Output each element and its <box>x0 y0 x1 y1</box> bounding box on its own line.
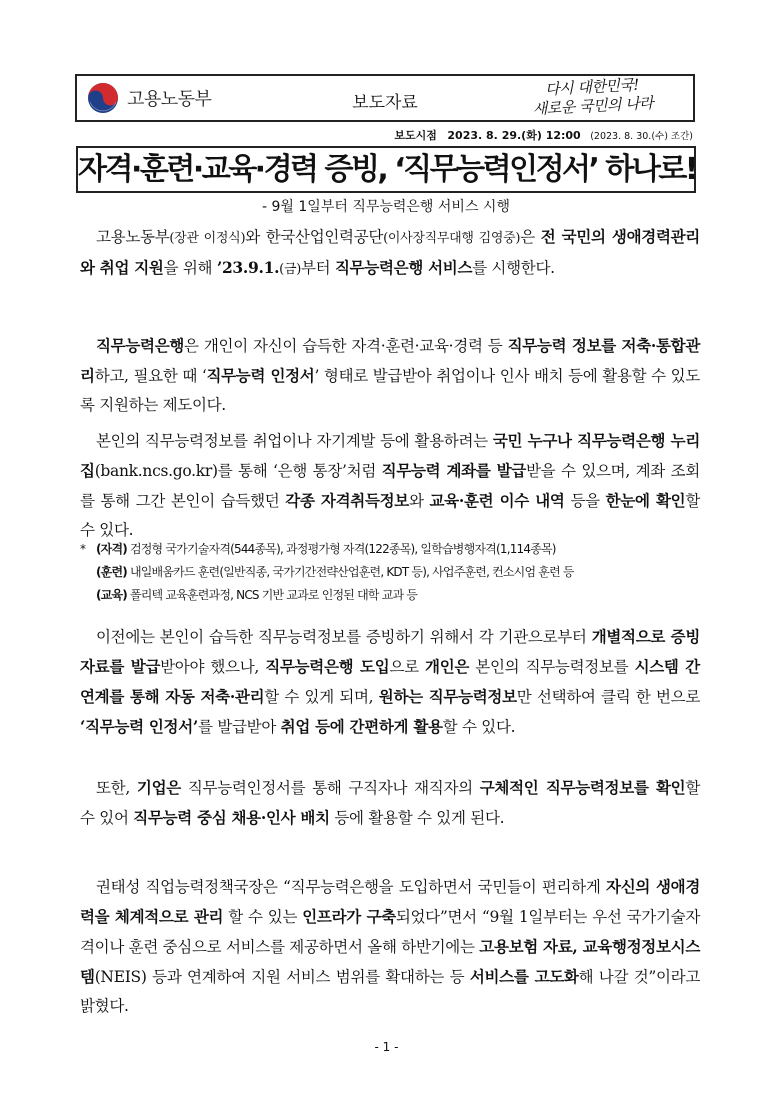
p4-bold: 직무능력은행 도입 <box>265 657 390 676</box>
p4-bold: 취업 등에 간편하게 활용 <box>280 717 443 736</box>
p2-text: 하고, 필요한 때 ‘ <box>94 367 207 385</box>
p2-text: 은 개인이 자신이 습득한 자격·훈련·교육·경력 등 <box>184 337 508 355</box>
ministry-name: 고용노동부 <box>127 89 212 110</box>
p1-text: 을 위해 <box>163 259 217 277</box>
p5-bold: 직무능력 중심 채용·인사 배치 <box>133 808 330 827</box>
p6-bold: 인프라가 구축 <box>302 907 396 926</box>
p4-text: 만 선택하여 클릭 한 번으로 <box>516 688 700 706</box>
page-title: 자격·훈련·교육·경력 증빙, ‘직무능력인정서’ 하나로! <box>78 152 696 187</box>
p4-text: 를 발급받아 <box>198 718 281 736</box>
p1-text: 와 한국산업인력공단 <box>245 228 384 246</box>
press-release-header <box>75 74 695 122</box>
p4-bold: 개별적으로 증빙자료를 발급 <box>80 627 700 676</box>
p1-weekday: (금) <box>279 262 301 277</box>
p6-bold: 서비스를 고도화 <box>469 967 579 986</box>
p4-text: 이전에는 본인이 습득한 직무능력정보를 증빙하기 위해서 각 기관으로부터 <box>96 628 592 646</box>
p3-bold: 각종 자격취득정보 <box>285 491 409 510</box>
p1-text: 를 시행한다. <box>472 259 555 277</box>
p3-text: 할 수 있다. <box>80 492 701 539</box>
title-box <box>76 146 696 193</box>
paragraph-3 <box>80 426 700 545</box>
p2-bold: 직무능력 인정서 <box>206 366 315 385</box>
p5-bold: 구체적인 직무능력정보를 확인 <box>479 778 686 797</box>
p1-text: 고용노동부 <box>96 228 170 246</box>
p2-text: ’ 형태로 발급받아 취업이나 인사 배치 등에 활용할 수 있도록 지원하는 제도이다. <box>80 367 700 414</box>
p4-text: 할 수 있게 되며, <box>264 688 379 706</box>
p1-bold: 직무능력은행 서비스 <box>334 258 473 277</box>
page-number: - 1 - <box>374 1040 399 1054</box>
release-datetime: 2023. 8. 29.(화) 12:00 <box>447 129 581 142</box>
footnote-marker: * <box>80 542 86 556</box>
p4-bold: 시스템 간 연계를 통해 자동 저축·관리 <box>80 657 700 706</box>
slogan-line-2: 새로운 국민의 나라 <box>532 93 654 119</box>
p3-text: 와 <box>408 492 430 510</box>
p1-text: 은 <box>520 228 541 246</box>
p6-text: (NEIS) 등과 연계하여 지원 서비스 범위를 확대하는 등 <box>94 968 470 986</box>
release-embargo: (2023. 8. 30.(수) 조간) <box>590 131 693 142</box>
paragraph-6 <box>80 872 700 1021</box>
page-subtitle: - 9월 1일부터 직무능력은행 서비스 시행 <box>262 199 510 215</box>
slogan-handwriting <box>509 74 676 121</box>
p2-bold: 직무능력 정보를 저축·통합관리 <box>80 336 700 385</box>
release-label: 보도시점 <box>394 129 437 142</box>
p3-bold: 직무능력 계좌를 발급 <box>381 461 526 480</box>
paragraph-5 <box>80 773 700 833</box>
footnote-list <box>80 538 710 607</box>
p4-bold: 원하는 직무능력정보 <box>378 687 517 706</box>
p1-minister: (장관 이정식) <box>169 231 246 246</box>
footnote-tag: (교육) <box>96 588 127 602</box>
p3-text: (bank.ncs.go.kr)를 통해 ‘은행 통장’처럼 <box>94 462 382 480</box>
p3-text: 받을 수 있으며, 계좌 조회를 통해 그간 본인이 습득했던 <box>80 462 700 510</box>
p1-chairman: (이사장직무대행 김영중) <box>383 231 521 246</box>
p3-bold: 한눈에 확인 <box>605 491 686 510</box>
footnote-text: 검정형 국가기술자격(544종목), 과정평가형 자격(122종목), 일학습병행자격(1,114종목) <box>126 542 556 556</box>
p6-text: 권태성 직업능력정책국장은 “직무능력은행을 도입하면서 국민들이 편리하게 <box>96 878 607 896</box>
paragraph-2 <box>80 331 700 420</box>
p5-text: 등에 활용할 수 있게 된다. <box>329 809 505 827</box>
p3-text: 본인의 직무능력정보를 취업이나 자기계발 등에 활용하려는 <box>96 432 493 450</box>
p6-bold: 자신의 생애경력을 체계적으로 관리 <box>80 877 700 926</box>
p3-bold: 교육·훈련 이수 내역 <box>429 491 565 510</box>
p4-text: 본인의 직무능력정보를 <box>469 658 635 676</box>
p2-bold: 직무능력은행 <box>96 336 185 355</box>
p4-bold: ‘직무능력 인정서’ <box>80 717 199 736</box>
p4-bold: 개인은 <box>425 657 470 676</box>
footnote-tag: (훈련) <box>96 565 127 579</box>
p6-bold: 고용보험 자료, 교육행정정보시스템 <box>80 937 700 986</box>
footnote-text: 폴리텍 교육훈련과정, NCS 기반 교과로 인정된 대학 교과 등 <box>126 588 418 602</box>
release-time <box>394 127 693 143</box>
footnote-tag: (자격) <box>96 542 127 556</box>
p5-bold: 기업은 <box>136 778 181 797</box>
footnote-item <box>80 584 710 607</box>
p3-bold: 국민 누구나 직무능력은행 누리집 <box>80 431 701 480</box>
slogan-line-1: 다시 대한민국! <box>544 75 640 99</box>
p4-text: 받아야 했으나, <box>160 658 266 676</box>
document-type: 보도자료 <box>352 93 418 113</box>
p6-text: 되었다”면서 “9월 1일부터는 우선 국가기술자격이나 훈련 중심으로 서비스를 제공하면서 올해 하반기에는 <box>80 908 700 956</box>
p4-text: 으로 <box>389 658 426 676</box>
p5-text: 또한, <box>96 779 137 797</box>
footnote-text: 내일배움카드 훈련(일반직종, 국가기간전략산업훈련, KDT 등), 사업주훈련, 컨소시엄 훈련 등 <box>126 565 574 579</box>
p3-text: 등을 <box>564 492 606 510</box>
p6-text: 할 수 있는 <box>223 908 303 926</box>
p1-date: ’23.9.1. <box>216 258 280 277</box>
p6-text: 해 나갈 것”이라고 밝혔다. <box>80 968 701 1015</box>
footnote-item <box>80 538 710 561</box>
paragraph-4 <box>80 622 700 742</box>
p4-text: 할 수 있다. <box>442 718 516 736</box>
p1-text: 부터 <box>300 259 335 277</box>
p1-bold: 전 국민의 생애경력관리와 취업 지원 <box>80 227 700 277</box>
footnote-item <box>80 561 710 584</box>
p5-text: 할 수 있어 <box>80 779 700 827</box>
paragraph-1 <box>80 222 700 284</box>
p5-text: 직무능력인정서를 통해 구직자나 재직자의 <box>180 779 480 797</box>
